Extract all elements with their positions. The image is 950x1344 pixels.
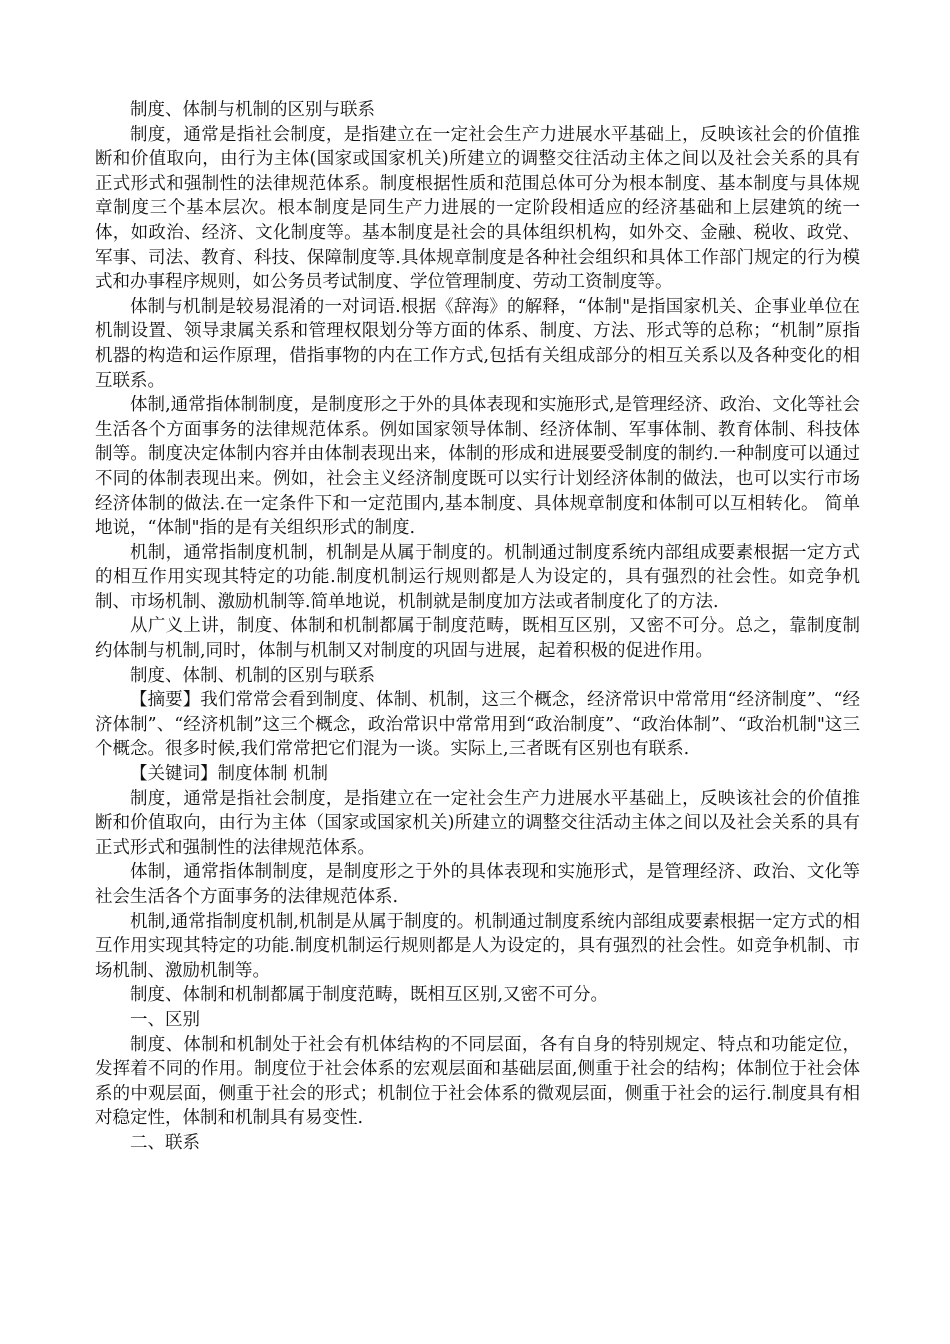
paragraph-system-definition: 体制,通常指体制制度，是制度形之于外的具体表现和实施形式,是管理经济、政治、文化等社会生活各个方面事务的法律规范体系。例如国家领导体制、经济体制、军事体制、教育体制、科技体制等。制度决定体制内容并由体制表现出来，体制的形成和进展要受制度的制约.一种制度可以通过不同的体制表现出来。例如，社会主义经济制度既可以实行计划经济体制的做法，也可以实行市场经济体制的做法.在一定条件下和一定范围内,基本制度、具体规章制度和体制可以互相转化。 简单地说，“体制"指的是有关组织形式的制度. <box>95 395 860 539</box>
paragraph-institution-definition: 制度，通常是指社会制度，是指建立在一定社会生产力进展水平基础上，反映该社会的价值推断和价值取向，由行为主体(国家或国家机关)所建立的调整交往活动主体之间以及社会关系的具有正式形式和强制性的法律规范体系。制度根据性质和范围总体可分为根本制度、基本制度与具体规章制度三个基本层次。根本制度是同生产力进展的一定阶段相适应的经济基础和上层建筑的统一体，如政治、经济、文化制度等。基本制度是社会的具体组织机构，如外交、金融、税收、政党、军事、司法、教育、科技、保障制度等.具体规章制度是各种社会组织和具体工作部门规定的行为模式和办事程序规则，如公务员考试制度、学位管理制度、劳动工资制度等。 <box>95 124 860 293</box>
section-title: 制度、体制、机制的区别与联系 <box>130 665 375 686</box>
paragraph-system-mechanism-intro: 体制与机制是较易混淆的一对词语.根据《辞海》的解释，“体制"是指国家机关、企事业单位在机制设置、领导隶属关系和管理权限划分等方面的体系、制度、方法、形式等的总称；“机制”原指机器的构造和运作原理，借指事物的内在工作方式,包括有关组成部分的相互关系以及各种变化的相互联系。 <box>95 296 860 391</box>
heading-connections: 二、联系 <box>130 1132 200 1153</box>
paragraph-category-summary: 制度、体制和机制都属于制度范畴，既相互区别,又密不可分。 <box>130 985 609 1006</box>
paragraph-institution-short: 制度，通常是指社会制度，是指建立在一定社会生产力进展水平基础上，反映该社会的价值推断和价值取向，由行为主体（国家或国家机关)所建立的调整交往活动主体之间以及社会关系的具有正式形式和强制性的法律规范体系。 <box>95 788 860 858</box>
heading-differences: 一、区别 <box>130 1009 200 1030</box>
paragraph-mechanism-short: 机制,通常指制度机制,机制是从属于制度的。机制通过制度系统内部组成要素根据一定方式的相互作用实现其特定的功能.制度机制运行规则都是人为设定的，具有强烈的社会性。如竞争机制、市场机制、激励机制等。 <box>95 911 860 981</box>
paragraph-keywords: 【关键词】制度体制 机制 <box>130 764 329 785</box>
document-title: 制度、体制与机制的区别与联系 <box>130 100 375 120</box>
document-body <box>95 98 860 1156</box>
paragraph-broad-summary: 从广义上讲，制度、体制和机制都属于制度范畴，既相互区别，又密不可分。总之，靠制度制约体制与机制,同时，体制与机制又对制度的巩固与进展，起着积极的促进作用。 <box>95 616 860 662</box>
paragraph-mechanism-definition: 机制，通常指制度机制，机制是从属于制度的。机制通过制度系统内部组成要素根据一定方式的相互作用实现其特定的功能.制度机制运行规则都是人为设定的，具有强烈的社会性。如竞争机制、市场机制、激励机制等.简单地说，机制就是制度加方法或者制度化了的方法. <box>95 542 860 612</box>
paragraph-system-short: 体制，通常指体制制度，是制度形之于外的具体表现和实施形式，是管理经济、政治、文化等社会生活各个方面事务的法律规范体系. <box>95 862 860 907</box>
paragraph-abstract: 【摘要】我们常常会看到制度、体制、机制，这三个概念，经济常识中常常用“经济制度”、“经济体制”、“经济机制”这三个概念，政治常识中常常用到“政治制度”、“政治体制”、“政治机制"这三个概念。很多时候,我们常常把它们混为一谈。实际上,三者既有区别也有联系. <box>95 690 860 760</box>
paragraph-differences: 制度、体制和机制处于社会有机体结构的不同层面，各有自身的特别规定、特点和功能定位，发挥着不同的作用。制度位于社会体系的宏观层面和基础层面,侧重于社会的结构；体制位于社会体系的中观层面，侧重于社会的形式；机制位于社会体系的微观层面，侧重于社会的运行.制度具有相对稳定性，体制和机制具有易变性. <box>95 1034 860 1129</box>
